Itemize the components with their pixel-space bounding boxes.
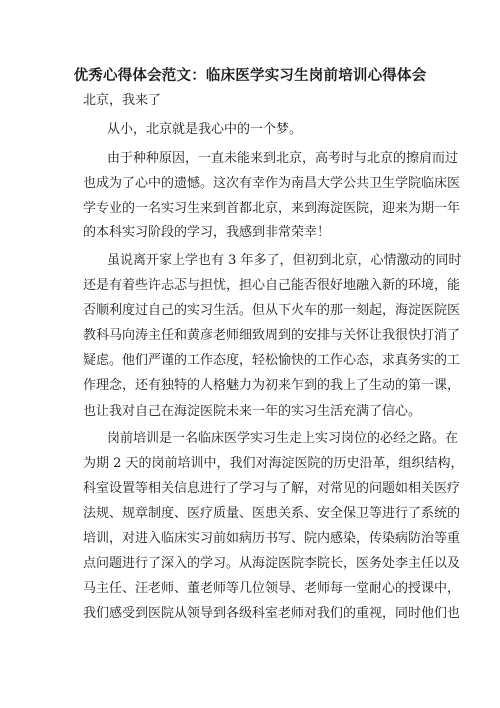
paragraph-line: 为期 2 天的岗前培训中，我们对海淀医院的历史沿革，组织结构， <box>83 456 464 471</box>
section-heading: 北京，我来了 <box>83 93 162 108</box>
paragraph-line: 学专业的一名实习生来到首都北京，来到海淀医院，迎来为期一年 <box>83 201 461 216</box>
paragraph-line: 也成为了心中的遗憾。这次有幸作为南昌大学公共卫生学院临床医 <box>83 176 461 191</box>
document-title: 优秀心得体会范文：临床医学实习生岗前培训心得体会 <box>73 67 427 84</box>
paragraph-line: 点问题进行了深入的学习。从海淀医院李院长，医务处李主任以及 <box>83 556 461 571</box>
paragraph-line: 我们感受到医院从领导到各级科室老师对我们的重视，同时他们也 <box>83 606 461 621</box>
paragraph-line: 也让我对自己在海淀医院未来一年的实习生活充满了信心。 <box>83 404 422 419</box>
paragraph-line: 疑虑。他们严谨的工作态度，轻松愉快的工作心态，求真务实的工 <box>83 353 461 368</box>
paragraph-line: 的本科实习阶段的学习，我感到非常荣幸！ <box>83 225 331 240</box>
paragraph-line: 作理念，还有独特的人格魅力为初来乍到的我上了生动的第一课， <box>83 378 461 393</box>
paragraph-line: 由于种种原因，一直未能来到北京，高考时与北京的擦肩而过 <box>107 151 459 166</box>
paragraph-line: 还是有着些许忐忑与担忧，担心自己能否很好地融入新的环境，能 <box>83 278 461 293</box>
paragraph-line: 教科马向涛主任和黄彦老师细致周到的安排与关怀让我很快打消了 <box>83 328 461 343</box>
paragraph-line: 从小，北京就是我心中的一个梦。 <box>107 122 303 137</box>
paragraph-line: 培训，对进入临床实习前如病历书写、院内感染，传染病防治等重 <box>83 531 461 546</box>
paragraph-line: 否顺利度过自己的实习生活。但从下火车的那一刻起，海淀医院医 <box>83 303 461 318</box>
paragraph-line: 科室设置等相关信息进行了学习与了解，对常见的问题如相关医疗 <box>83 481 461 496</box>
paragraph-line: 马主任、汪老师、董老师等几位领导、老师每一堂耐心的授课中， <box>83 581 461 596</box>
paragraph-line: 虽说离开家上学也有 3 年多了，但初到北京，心情激动的同时 <box>107 253 462 268</box>
paragraph-line: 岗前培训是一名临床医学实习生走上实习岗位的必经之路。在 <box>107 431 459 446</box>
paragraph-line: 法规、规章制度、医疗质量、医患关系、安全保卫等进行了系统的 <box>83 506 461 521</box>
